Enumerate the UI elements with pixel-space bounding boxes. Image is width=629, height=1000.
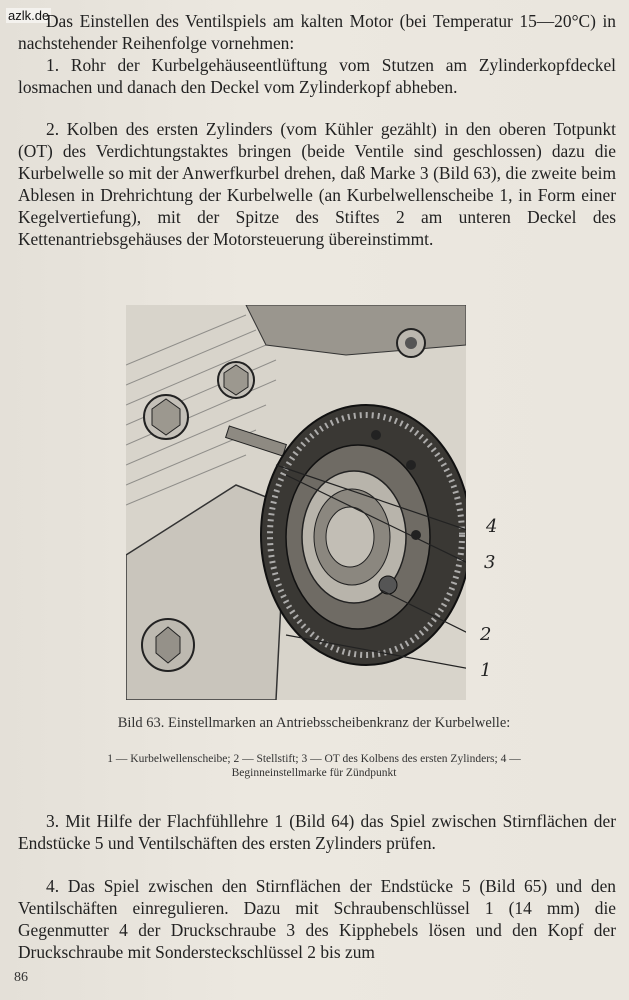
figure-caption-legend: 1 — Kurbelwellenscheibe; 2 — Stellstift; 3 — OT des Kolbens des ersten Zylinders; 4 — Beginneinstellmarke für Zündpunkt <box>107 753 521 779</box>
paragraph-step-3 <box>18 810 616 854</box>
paragraph-step-1-text: 1. Rohr der Kurbelgehäuseentlüftung vom Stutzen am Zylinderkopfdeckel losmachen und danach den Deckel vom Zylinderkopf abheben. <box>18 55 616 97</box>
callout-label-3: 3 <box>484 552 496 573</box>
watermark: azlk.de <box>8 8 50 23</box>
callout-label-4: 4 <box>486 516 498 537</box>
paragraph-step-2 <box>18 118 616 250</box>
paragraph-step-1 <box>18 54 616 98</box>
paragraph-intro <box>18 10 616 54</box>
figure-63-illustration <box>126 305 466 700</box>
paragraph-step-4-text: 4. Das Spiel zwischen den Stirnflächen der Endstücke 5 (Bild 65) und den Ventilschäften einregulieren. Dazu mit Schraubenschlüssel 1 (14 mm) die Gegenmutter 4 der Druckschraube 3 des Kipphebels lösen und den Kopf der Druckschraube mit Sondersteckschlüssel 2 bis zum <box>18 876 616 962</box>
page-number: 86 <box>14 970 28 985</box>
paragraph-step-4 <box>18 875 616 963</box>
paragraph-step-3-text: 3. Mit Hilfe der Flachfühllehre 1 (Bild 64) das Spiel zwischen Stirnflächen der Endstücke 5 und Ventilschäften des ersten Zylinders prüfen. <box>18 811 616 853</box>
paragraph-intro-text: Das Einstellen des Ventilspiels am kalten Motor (bei Temperatur 15—20°C) in nachstehender Reihenfolge vornehmen: <box>18 11 616 53</box>
callout-label-1: 1 <box>480 660 492 681</box>
figure-caption-title: Bild 63. Einstellmarken an Antriebsscheibenkranz der Kurbelwelle: <box>117 715 511 731</box>
paragraph-step-2-text: 2. Kolben des ersten Zylinders (vom Kühler gezählt) in den oberen Totpunkt (OT) des Verdichtungstaktes bringen (beide Ventile sind geschlossen) dazu die Kurbelwelle so mit der Anwerfkurbel drehen, daß Marke 3 (Bild 63), die zweite beim Ablesen in Drehrichtung der Kurbelwelle (an Kurbelwellenscheibe 1, in Form einer Kegelvertiefung), mit der Spitze des Stiftes 2 am unteren Deckel des Kettenantriebsgehäuses der Motorsteuerung übereinstimmt. <box>18 119 616 249</box>
crankshaft-pulley-drawing <box>126 305 466 700</box>
callout-label-2: 2 <box>480 624 492 645</box>
